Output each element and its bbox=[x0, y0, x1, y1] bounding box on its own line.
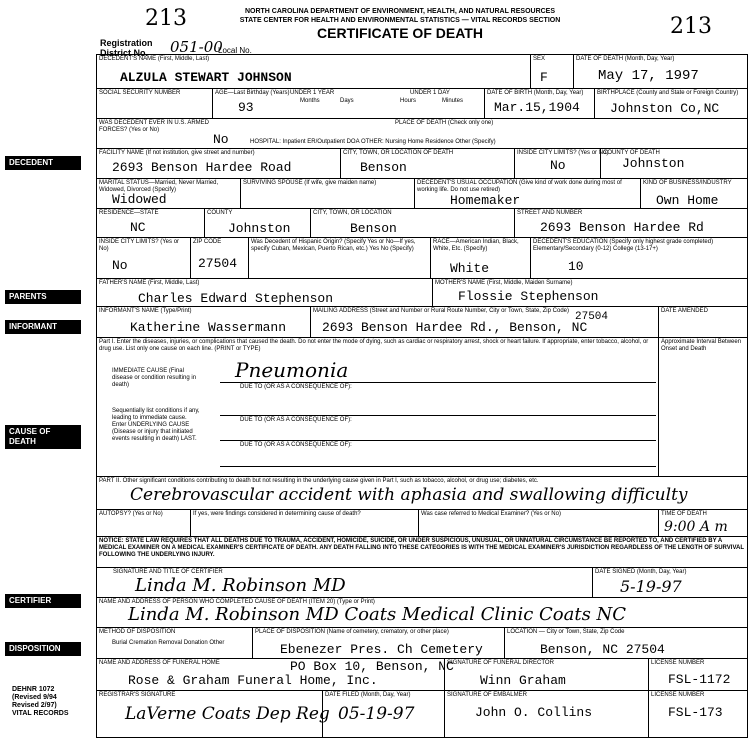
residence-state: NC bbox=[130, 220, 146, 235]
street: 2693 Benson Hardee Rd bbox=[540, 220, 704, 235]
race: White bbox=[450, 261, 490, 276]
registrar-label: REGISTRAR'S SIGNATURE bbox=[99, 692, 176, 698]
days-label: Days bbox=[340, 98, 354, 104]
county-of-death-label: COUNTY OF DEATH bbox=[603, 150, 660, 156]
hospital-options: HOSPITAL: Inpatient ER/Outpatient DOA OTHER: Nursing Home Residence Other (Specify) bbox=[250, 139, 496, 145]
under-1-year-label: UNDER 1 YEAR bbox=[290, 90, 335, 96]
city: Benson bbox=[350, 221, 397, 236]
time-of-death: 9:00 A m bbox=[664, 519, 728, 535]
county-of-death: Johnston bbox=[622, 156, 685, 171]
date-of-death-label: DATE OF DEATH (Month, Day, Year) bbox=[576, 56, 675, 62]
occupation: Homemaker bbox=[450, 193, 521, 208]
age-value: 93 bbox=[238, 100, 254, 115]
place-disposition-label: PLACE OF DISPOSITION (Name of cemetery, crematory, or other place) bbox=[255, 629, 449, 635]
spouse-label: SURVIVING SPOUSE (If wife, give maiden name) bbox=[243, 180, 377, 186]
facility-value: 2693 Benson Hardee Road bbox=[112, 160, 292, 175]
place-of-death-label: PLACE OF DEATH (Check only one) bbox=[395, 120, 494, 126]
immediate-cause: Pneumonia bbox=[235, 358, 349, 382]
section-cause-of-death: CAUSE OF DEATH bbox=[5, 425, 81, 449]
decedent-name: ALZULA STEWART JOHNSON bbox=[120, 70, 292, 85]
disposition-location: Benson, NC 27504 bbox=[540, 642, 665, 657]
inside-city2-label: INSIDE CITY LIMITS? (Yes or No) bbox=[99, 239, 180, 252]
date-amended-label: DATE AMENDED bbox=[661, 308, 708, 314]
location-label: LOCATION — City or Town, State, Zip Code bbox=[507, 629, 625, 635]
part2-label: PART II. Other significant conditions contributing to death but not resulting in the underlying cause given in Part I, such as tobacco, alcohol, or drug use; diabetes, etc. bbox=[99, 478, 539, 484]
inside-city: No bbox=[550, 158, 566, 173]
certificate-number-left: 213 bbox=[145, 6, 187, 31]
part1-instructions: Part I. Enter the diseases, injuries, or complications that caused the death. Do not enter the mode of dying, such as cardiac or respiratory arrest, shock or heart failure. If appropriate, enter tobacco, alcohol, or drug use. List only one cause on each line. (PRINT or TYPE) bbox=[99, 339, 649, 352]
name-label: DECEDENT'S NAME (First, Middle, Last) bbox=[99, 56, 210, 62]
section-disposition: DISPOSITION bbox=[5, 642, 81, 656]
header-line1: NORTH CAROLINA DEPARTMENT OF ENVIRONMENT, HEALTH, AND NATURAL RESOURCES bbox=[244, 8, 556, 15]
hispanic-label: Was Decedent of Hispanic Origin? (Specify Yes or No—If yes, specify Cuban, Mexican, Puerto Rican, etc.) Yes No (Specify) bbox=[251, 239, 416, 252]
mailing-zip: 27504 bbox=[575, 311, 609, 323]
autopsy-label: AUTOPSY? (Yes or No) bbox=[99, 511, 163, 517]
registrar-signature: LaVerne Coats Dep Reg bbox=[125, 704, 330, 724]
birthplace: Johnston Co,NC bbox=[610, 101, 720, 116]
form-footer: DEHNR 1072 (Revised 9/94 Revised 2/97) VITAL RECORDS bbox=[12, 686, 69, 717]
certifier-address: Linda M. Robinson MD Coats Medical Clinic Coats NC bbox=[128, 604, 627, 625]
armed-forces-label: WAS DECEDENT EVER IN U.S. ARMED FORCES? (Yes or No) bbox=[99, 120, 210, 133]
date-signed-label: DATE SIGNED (Month, Day, Year) bbox=[595, 569, 687, 575]
funeral-home-address: PO Box 10, Benson, NC bbox=[290, 659, 454, 674]
city-of-death: Benson bbox=[360, 160, 407, 175]
business-label: KIND OF BUSINESS/INDUSTRY bbox=[643, 180, 732, 186]
mailing-address: 2693 Benson Hardee Rd., Benson, NC bbox=[322, 320, 588, 335]
funeral-home-label: NAME AND ADDRESS OF FUNERAL HOME bbox=[99, 660, 220, 666]
date-of-birth: Mar.15,1904 bbox=[494, 100, 580, 115]
inside-city2: No bbox=[112, 258, 128, 273]
embalmer: John O. Collins bbox=[475, 705, 593, 720]
zip-label: ZIP CODE bbox=[193, 239, 222, 245]
dob-label: DATE OF BIRTH (Month, Day, Year) bbox=[487, 90, 584, 96]
informant-label: INFORMANT'S NAME (Type/Print) bbox=[99, 308, 192, 314]
residence-state-label: RESIDENCE—STATE bbox=[99, 210, 159, 216]
informant-name: Katherine Wassermann bbox=[130, 320, 287, 335]
sex-label: SEX bbox=[533, 56, 546, 62]
armed-forces: No bbox=[213, 132, 229, 147]
date-filed: 05-19-97 bbox=[338, 704, 415, 724]
section-decedent: DECEDENT bbox=[5, 156, 81, 170]
date-signed: 5-19-97 bbox=[620, 577, 682, 596]
race-label: RACE—American Indian, Black, White, Etc. (Specify) bbox=[433, 239, 519, 252]
due-to-label-b: DUE TO (OR AS A CONSEQUENCE OF): bbox=[240, 417, 352, 423]
funeral-home-name: Rose & Graham Funeral Home, Inc. bbox=[128, 673, 378, 688]
street-label: STREET AND NUMBER bbox=[517, 210, 583, 216]
method-label: METHOD OF DISPOSITION bbox=[99, 629, 176, 635]
section-certifier: CERTIFIER bbox=[5, 594, 81, 608]
inside-city-label: INSIDE CITY LIMITS? (Yes or No) bbox=[517, 150, 609, 156]
referred-label: Was case referred to Medical Examiner? (Yes or No) bbox=[421, 511, 561, 517]
certifier-address-label: NAME AND ADDRESS OF PERSON WHO COMPLETED CAUSE OF DEATH (ITEM 20) (Type or Print) bbox=[99, 599, 375, 605]
place-disposition: Ebenezer Pres. Ch Cemetery bbox=[280, 642, 483, 657]
father-label: FATHER'S NAME (First, Middle, Last) bbox=[99, 280, 200, 286]
date-filed-label: DATE FILED (Month, Day, Year) bbox=[325, 692, 411, 698]
months-label: Months bbox=[300, 98, 320, 104]
header-line2: STATE CENTER FOR HEALTH AND ENVIRONMENTAL STATISTICS — VITAL RECORDS SECTION bbox=[239, 17, 561, 24]
license-number: FSL-1172 bbox=[668, 672, 731, 687]
occupation-label: DECEDENT'S USUAL OCCUPATION (Give kind of work done during most of working life. Do not use retired) bbox=[417, 180, 622, 193]
signature-label: SIGNATURE AND TITLE OF CERTIFIER bbox=[113, 569, 223, 575]
certifier-signature: Linda M. Robinson MD bbox=[135, 575, 346, 596]
father-name: Charles Edward Stephenson bbox=[138, 291, 334, 306]
hours-label: Hours bbox=[400, 98, 417, 104]
ssn-label: SOCIAL SECURITY NUMBER bbox=[99, 90, 181, 96]
mother-name: Flossie Stephenson bbox=[458, 289, 599, 304]
date-of-death: May 17, 1997 bbox=[598, 68, 699, 84]
license-label: LICENSE NUMBER bbox=[651, 660, 705, 666]
section-informant: INFORMANT bbox=[5, 320, 81, 334]
time-of-death-label: TIME OF DEATH bbox=[661, 511, 707, 517]
immediate-cause-label: IMMEDIATE CAUSE (Final disease or condition resulting in death) bbox=[112, 368, 197, 388]
age-label: AGE—Last Birthday (Years) bbox=[215, 90, 290, 96]
facility-label: FACILITY NAME (If not institution, give street and number) bbox=[99, 150, 255, 156]
education-label: DECEDENT'S EDUCATION (Specify only highest grade completed) Elementary/Secondary (0-12) College (13-17+) bbox=[533, 239, 714, 252]
interval-label: Approximate Interval Between Onset and Death bbox=[661, 339, 742, 352]
mother-label: MOTHER'S NAME (First, Middle, Maiden Surname) bbox=[435, 280, 573, 286]
birthplace-label: BIRTHPLACE (County and State or Foreign Country) bbox=[597, 90, 739, 96]
marital-label: MARITAL STATUS—Married, Never Married, Widowed, Divorced (Specify) bbox=[99, 180, 219, 193]
mailing-label: MAILING ADDRESS (Street and Number or Rural Route Number, City or Town, State, Zip Code) bbox=[313, 308, 569, 314]
findings-label: If yes, were findings considered in determining cause of death? bbox=[193, 511, 361, 517]
business: Own Home bbox=[656, 193, 719, 208]
part2-conditions: Cerebrovascular accident with aphasia and swallowing difficulty bbox=[130, 485, 688, 505]
sequential-label: Sequentially list conditions if any, leading to immediate cause. Enter UNDERLYING CAUSE (Disease or injury that initiated events resulting in death) LAST. bbox=[112, 408, 200, 442]
notice-text: NOTICE: STATE LAW REQUIRES THAT ALL DEATHS DUE TO TRAUMA, ACCIDENT, HOMICIDE, SUICIDE, OR UNDER SUSPICIOUS, UNUSUAL, OR UNNATURAL CIRCUMSTANCE BE REPORTED TO, AND CERTIFIED BY A MEDICAL EXAMINER ON A MEDICAL EXAMINER'S CERTIFICATE OF DEATH. ANY DEATH FALLING INTO THESE CATEGORIES IS WITH THE MEDICAL EXAMINER'S JURISDICTION REGARDLESS OF THE LENGTH OF SURVIVAL FOLLOWING THE UNDERLYING INJURY. bbox=[99, 538, 744, 558]
sex-value: F bbox=[540, 70, 548, 85]
section-parents: PARENTS bbox=[5, 290, 81, 304]
minutes-label: Minutes bbox=[442, 98, 464, 104]
embalmer-label: SIGNATURE OF EMBALMER bbox=[447, 692, 527, 698]
under-1-day-label: UNDER 1 DAY bbox=[410, 90, 450, 96]
due-to-label-c: DUE TO (OR AS A CONSEQUENCE OF): bbox=[240, 442, 352, 448]
embalmer-license: FSL-173 bbox=[668, 705, 723, 720]
city-label: CITY, TOWN, OR LOCATION bbox=[313, 210, 392, 216]
county: Johnston bbox=[228, 221, 291, 236]
burial-options: Burial Cremation Removal Donation Other bbox=[112, 640, 225, 646]
county-label: COUNTY bbox=[207, 210, 233, 216]
marital-status: Widowed bbox=[112, 192, 167, 207]
page-title: CERTIFICATE OF DEATH bbox=[317, 25, 483, 41]
funeral-director-label: SIGNATURE OF FUNERAL DIRECTOR bbox=[447, 660, 554, 666]
city-of-death-label: CITY, TOWN, OR LOCATION OF DEATH bbox=[343, 150, 454, 156]
certificate-number-right: 213 bbox=[670, 14, 712, 39]
education: 10 bbox=[568, 259, 584, 274]
registration-label: Registration District No. bbox=[100, 38, 153, 58]
zip: 27504 bbox=[198, 256, 238, 271]
registration-district: 051-00 bbox=[170, 38, 223, 56]
funeral-director: Winn Graham bbox=[480, 673, 566, 688]
local-no-label: Local No. bbox=[218, 46, 252, 55]
due-to-label-a: DUE TO (OR AS A CONSEQUENCE OF): bbox=[240, 384, 352, 390]
license2-label: LICENSE NUMBER bbox=[651, 692, 705, 698]
